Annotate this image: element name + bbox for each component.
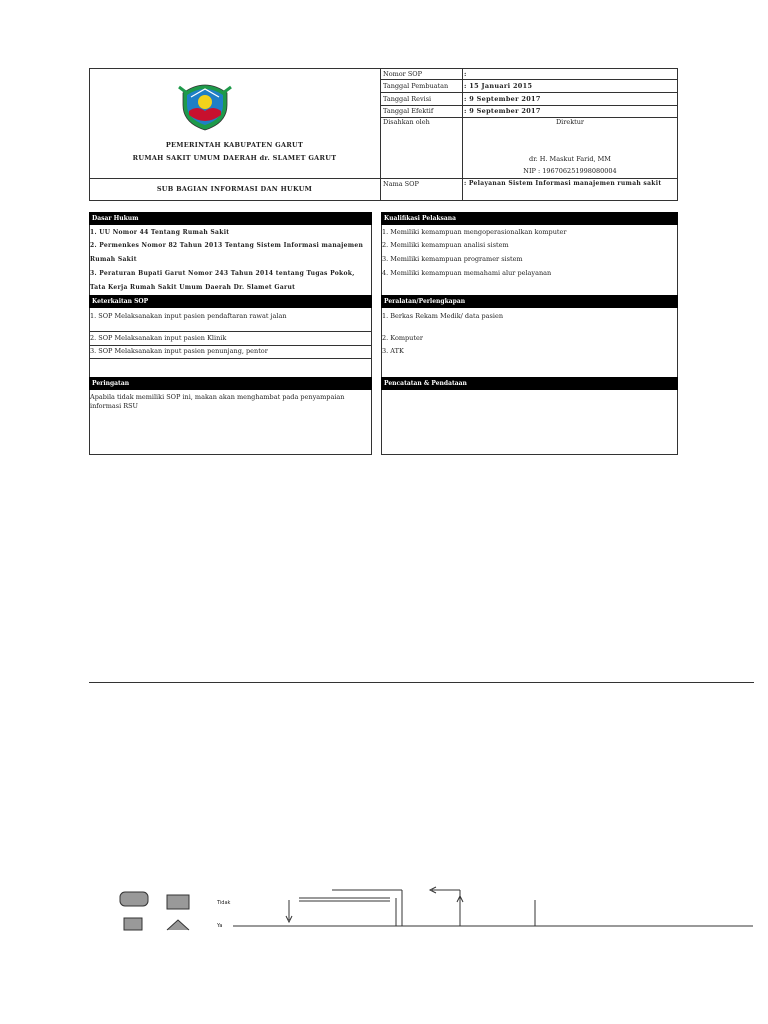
org-line-2: RUMAH SAKIT UMUM DAERAH dr. SLAMET GARUT xyxy=(132,154,337,162)
section-name: SUB BAGIAN INFORMASI DAN HUKUM xyxy=(156,185,313,193)
flow-label-ya: Ya xyxy=(217,923,223,929)
header-divider-2 xyxy=(462,68,463,201)
kualifikasi-item: 2. Memiliki kemampuan analisi sistem xyxy=(382,241,509,249)
keterkaitan-line xyxy=(89,345,372,346)
direktur-nip: NIP : 196706251998080004 xyxy=(523,167,617,175)
peringatan-text: informasi RSU xyxy=(90,402,139,410)
peralatan-header: Peralatan/Perlengkapan xyxy=(381,295,678,308)
keterkaitan-line xyxy=(89,331,372,332)
dasar-hukum-item: Tata Kerja Rumah Sakit Umum Daerah Dr. Slamet Garut xyxy=(90,284,296,291)
dasar-hukum-item: Rumah Sakit xyxy=(90,256,137,263)
page-separator xyxy=(89,682,754,683)
peralatan-item: 1. Berkas Rekam Medik/ data pasien xyxy=(382,312,504,320)
dasar-hukum-item: 2. Permenkes Nomor 82 Tahun 2013 Tentang Sistem Informasi manajemen xyxy=(90,242,364,249)
kualifikasi-item: 1. Memiliki kemampuan mengoperasionalkan komputer xyxy=(382,228,567,236)
field-value-pembuatan: : 15 Januari 2015 xyxy=(464,82,533,90)
field-value-nomor: : xyxy=(464,70,467,78)
direktur-name: dr. H. Maskut Farid, MM xyxy=(529,155,611,163)
keterkaitan-item: 2. SOP Melaksanakan input pasien Klinik xyxy=(90,334,227,342)
dasar-hukum-item: 3. Peraturan Bupati Garut Nomor 243 Tahun 2014 tentang Tugas Pokok, xyxy=(90,270,355,277)
disahkan-label: Disahkan oleh xyxy=(383,118,430,126)
peringatan-text: Apabila tidak memiliki SOP ini, makan akan menghambat pada penyampaian xyxy=(90,393,345,401)
field-label-revisi: Tanggal Revisi xyxy=(383,95,432,103)
peringatan-header: Peringatan xyxy=(89,377,372,390)
dasar-hukum-header: Dasar Hukum xyxy=(89,212,372,225)
field-line-3 xyxy=(380,105,678,106)
nama-sop-value: : Pelayanan Sistem Informasi manajemen rumah sakit xyxy=(464,180,662,187)
kualifikasi-item: 4. Memiliki kemampuan memahami alur pelayanan xyxy=(382,269,552,277)
flowchart-fragment xyxy=(110,880,760,940)
field-label-nomor: Nomor SOP xyxy=(383,70,423,78)
direktur-title: Direktur xyxy=(555,118,585,126)
garut-emblem-icon xyxy=(175,75,235,133)
keterkaitan-header: Keterkaitan SOP xyxy=(89,295,372,308)
kualifikasi-header: Kualifikasi Pelaksana xyxy=(381,212,678,225)
keterkaitan-item: 3. SOP Melaksanakan input pasien penunjang, pentor xyxy=(90,347,268,355)
header-row-line xyxy=(89,178,678,179)
field-line-2 xyxy=(380,92,678,93)
keterkaitan-line xyxy=(89,358,372,359)
keterkaitan-item: 1. SOP Melaksanakan input pasien pendaftaran rawat jalan xyxy=(90,312,287,320)
field-label-pembuatan: Tanggal Pembuatan xyxy=(383,82,449,90)
field-line-1 xyxy=(380,79,678,80)
pencatatan-header: Pencatatan & Pendataan xyxy=(381,377,678,390)
flow-label-tidak: Tidak xyxy=(217,900,231,906)
header-divider-1 xyxy=(380,68,381,201)
kualifikasi-item: 3. Memiliki kemampuan programer sistem xyxy=(382,255,523,263)
field-value-efektif: : 9 September 2017 xyxy=(464,107,541,115)
dasar-hukum-item: 1. UU Nomor 44 Tentang Rumah Sakit xyxy=(90,229,230,236)
field-label-efektif: Tanggal Efektif xyxy=(383,107,434,115)
peralatan-item: 3. ATK xyxy=(382,347,404,355)
nama-sop-label: Nama SOP xyxy=(383,180,419,188)
field-value-revisi: : 9 September 2017 xyxy=(464,95,541,103)
peralatan-item: 2. Komputer xyxy=(382,334,423,342)
org-line-1: PEMERINTAH KABUPATEN GARUT xyxy=(165,141,304,149)
